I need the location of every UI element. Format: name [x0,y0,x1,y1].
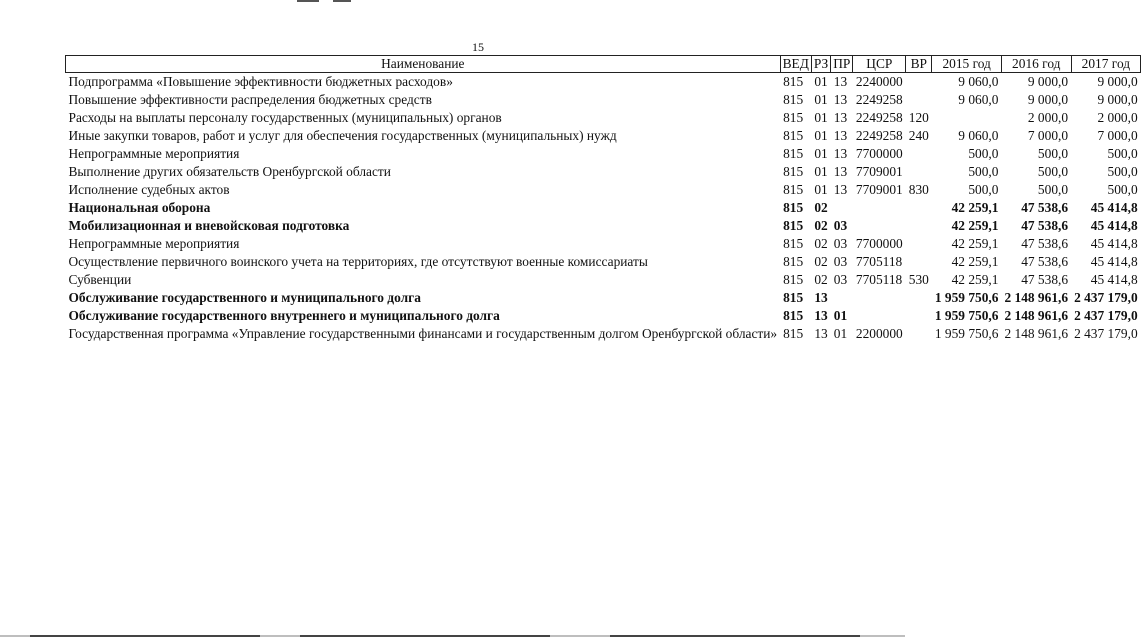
cell-y2016: 500,0 [1037,146,1069,161]
cell-y2015 [932,109,1002,127]
cell-name: Непрограммные мероприятия [68,236,240,251]
cell-ved: 815 [783,146,804,161]
cell-y2015: 1 959 750,6 [934,308,999,323]
cell-name: Выполнение других обязательств Оренбургской области [68,164,391,179]
cell-csr: 7709001 [855,182,903,197]
cell-ved: 815 [783,326,804,341]
cell-y2015: 42 259,1 [951,272,999,287]
cell-vr [906,307,932,325]
cell-vr [906,325,932,343]
cell-pr: 13 [833,128,848,143]
cell-rz: 02 [814,272,828,287]
cell-y2016: 500,0 [1037,182,1069,197]
cell-ved: 815 [783,308,804,323]
cell-ved: 815 [783,92,804,107]
cell-vr [906,235,932,253]
cell-y2017: 45 414,8 [1090,200,1138,215]
cell-y2016: 47 538,6 [1021,218,1069,233]
cell-csr: 7705118 [855,254,903,269]
cell-rz: 02 [814,236,828,251]
cell-y2017: 45 414,8 [1090,218,1138,233]
cell-name: Исполнение судебных актов [68,182,230,197]
cell-csr [853,307,906,325]
cell-csr: 2249258 [855,92,903,107]
table-row [66,199,1141,217]
cell-y2016: 9 000,0 [1027,74,1069,89]
cell-csr: 7700000 [855,236,903,251]
table-row [66,181,1141,199]
cell-ved: 815 [783,74,804,89]
cell-y2016: 2 148 961,6 [1004,308,1069,323]
cell-y2015: 42 259,1 [951,200,999,215]
cell-rz: 01 [814,128,828,143]
cell-rz: 13 [814,290,828,305]
cell-vr [906,199,932,217]
cell-y2015: 42 259,1 [951,236,999,251]
cell-csr [853,289,906,307]
cell-pr [831,289,853,307]
cell-y2016: 2 148 961,6 [1004,326,1069,341]
header-2016: 2016 год [1001,56,1071,73]
cell-y2015: 42 259,1 [951,254,999,269]
cell-y2017: 2 437 179,0 [1074,290,1138,305]
cell-ved: 815 [783,182,804,197]
cell-y2016: 2 148 961,6 [1004,290,1069,305]
cell-ved: 815 [783,272,804,287]
table-row [66,307,1141,325]
header-pr: ПР [831,56,853,73]
cell-pr [831,199,853,217]
table-row [66,325,1141,343]
cell-pr: 03 [833,272,848,287]
scan-artifact-top-1 [297,0,319,2]
cell-pr: 03 [833,236,848,251]
cell-y2017: 500,0 [1107,182,1138,197]
table-row [66,109,1141,127]
cell-y2017: 500,0 [1107,164,1138,179]
table-row [66,271,1141,289]
cell-name: Государственная программа «Управление государственными финансами и государственным долгом Оренбургской области» [68,326,778,341]
cell-vr [906,217,932,235]
cell-csr: 2200000 [855,326,903,341]
cell-y2016: 500,0 [1037,164,1069,179]
cell-vr [906,73,932,92]
table-row [66,163,1141,181]
cell-rz: 01 [814,92,828,107]
cell-ved: 815 [783,128,804,143]
cell-rz: 13 [814,326,828,341]
cell-rz: 02 [814,218,828,233]
cell-y2015: 1 959 750,6 [934,326,999,341]
scan-artifact-top-2 [333,0,351,2]
table-row [66,127,1141,145]
budget-table [65,55,1141,343]
table-row [66,91,1141,109]
header-csr: ЦСР [853,56,906,73]
table-row [66,289,1141,307]
cell-vr [906,289,932,307]
cell-ved: 815 [783,200,804,215]
cell-y2015: 500,0 [968,164,999,179]
cell-y2015: 42 259,1 [951,218,999,233]
header-vr: ВР [906,56,932,73]
cell-y2015: 9 060,0 [958,92,999,107]
table-header-row [66,56,1141,73]
cell-ved: 815 [783,164,804,179]
cell-y2015: 500,0 [968,146,999,161]
cell-y2016: 47 538,6 [1021,200,1069,215]
cell-name: Обслуживание государственного и муниципального долга [68,290,421,305]
table-row [66,235,1141,253]
header-ved: ВЕД [780,56,811,73]
cell-name: Национальная оборона [68,200,211,215]
cell-csr [853,217,906,235]
cell-vr: 120 [908,110,929,125]
cell-y2016: 2 000,0 [1027,110,1069,125]
cell-y2017: 45 414,8 [1090,236,1138,251]
cell-pr: 13 [833,182,848,197]
header-name: Наименование [66,56,781,73]
cell-pr: 13 [833,164,848,179]
cell-vr: 240 [908,128,929,143]
header-2015: 2015 год [932,56,1002,73]
cell-csr: 2249258 [855,110,903,125]
cell-y2017: 2 437 179,0 [1074,308,1138,323]
cell-name: Подпрограмма «Повышение эффективности бюджетных расходов» [68,74,453,89]
cell-rz: 01 [814,146,828,161]
cell-ved: 815 [783,290,804,305]
cell-csr: 7705118 [855,272,903,287]
cell-pr: 13 [833,146,848,161]
cell-ved: 815 [783,236,804,251]
cell-name: Обслуживание государственного внутреннего и муниципального долга [68,308,500,323]
cell-ved: 815 [783,218,804,233]
cell-y2015: 9 060,0 [958,74,999,89]
cell-rz: 01 [814,74,828,89]
cell-pr: 03 [833,254,848,269]
table-row [66,145,1141,163]
cell-pr: 13 [833,110,848,125]
scan-artifact-bottom-2 [300,635,550,637]
cell-csr: 2240000 [855,74,903,89]
cell-csr: 7709001 [855,164,903,179]
cell-name: Мобилизационная и вневойсковая подготовка [68,218,350,233]
cell-pr: 13 [833,92,848,107]
cell-y2017: 7 000,0 [1097,128,1138,143]
cell-rz: 01 [814,110,828,125]
cell-pr: 01 [833,308,848,323]
cell-name: Иные закупки товаров, работ и услуг для обеспечения государственных (муниципальных) нужд [68,128,617,143]
cell-ved: 815 [783,254,804,269]
scan-artifact-bottom-1 [30,635,260,637]
cell-ved: 815 [783,110,804,125]
cell-name: Непрограммные мероприятия [68,146,240,161]
cell-csr [853,199,906,217]
cell-y2015: 9 060,0 [958,128,999,143]
cell-y2016: 47 538,6 [1021,236,1069,251]
cell-y2017: 2 000,0 [1097,110,1138,125]
cell-rz: 01 [814,182,828,197]
cell-vr [906,91,932,109]
cell-y2016: 47 538,6 [1021,254,1069,269]
cell-y2016: 7 000,0 [1027,128,1069,143]
cell-y2015: 500,0 [968,182,999,197]
cell-pr: 13 [833,74,848,89]
cell-name: Повышение эффективности распределения бюджетных средств [68,92,432,107]
cell-pr: 03 [833,218,848,233]
cell-name: Субвенции [68,272,132,287]
cell-vr: 530 [908,272,929,287]
table-row [66,217,1141,235]
cell-y2017: 9 000,0 [1097,92,1138,107]
cell-y2017: 9 000,0 [1097,74,1138,89]
cell-name: Осуществление первичного воинского учета на территориях, где отсутствуют военные комиссариаты [68,254,648,269]
cell-csr: 2249258 [855,128,903,143]
cell-y2015: 1 959 750,6 [934,290,999,305]
cell-y2017: 500,0 [1107,146,1138,161]
cell-vr: 830 [908,182,929,197]
cell-y2016: 47 538,6 [1021,272,1069,287]
table-row [66,73,1141,92]
cell-pr: 01 [833,326,848,341]
cell-rz: 01 [814,164,828,179]
table-row [66,253,1141,271]
scan-artifact-bottom-3 [610,635,860,637]
cell-vr [906,145,932,163]
header-2017: 2017 год [1071,56,1141,73]
cell-y2016: 9 000,0 [1027,92,1069,107]
cell-vr [906,163,932,181]
cell-y2017: 45 414,8 [1090,254,1138,269]
table-body [66,73,1141,344]
cell-name: Расходы на выплаты персоналу государственных (муниципальных) органов [68,110,502,125]
header-rz: РЗ [811,56,830,73]
cell-vr [906,253,932,271]
cell-rz: 02 [814,254,828,269]
cell-y2017: 2 437 179,0 [1074,326,1138,341]
cell-rz: 02 [814,200,828,215]
cell-rz: 13 [814,308,828,323]
cell-csr: 7700000 [855,146,903,161]
cell-y2017: 45 414,8 [1090,272,1138,287]
page-number: 15 [472,40,484,54]
